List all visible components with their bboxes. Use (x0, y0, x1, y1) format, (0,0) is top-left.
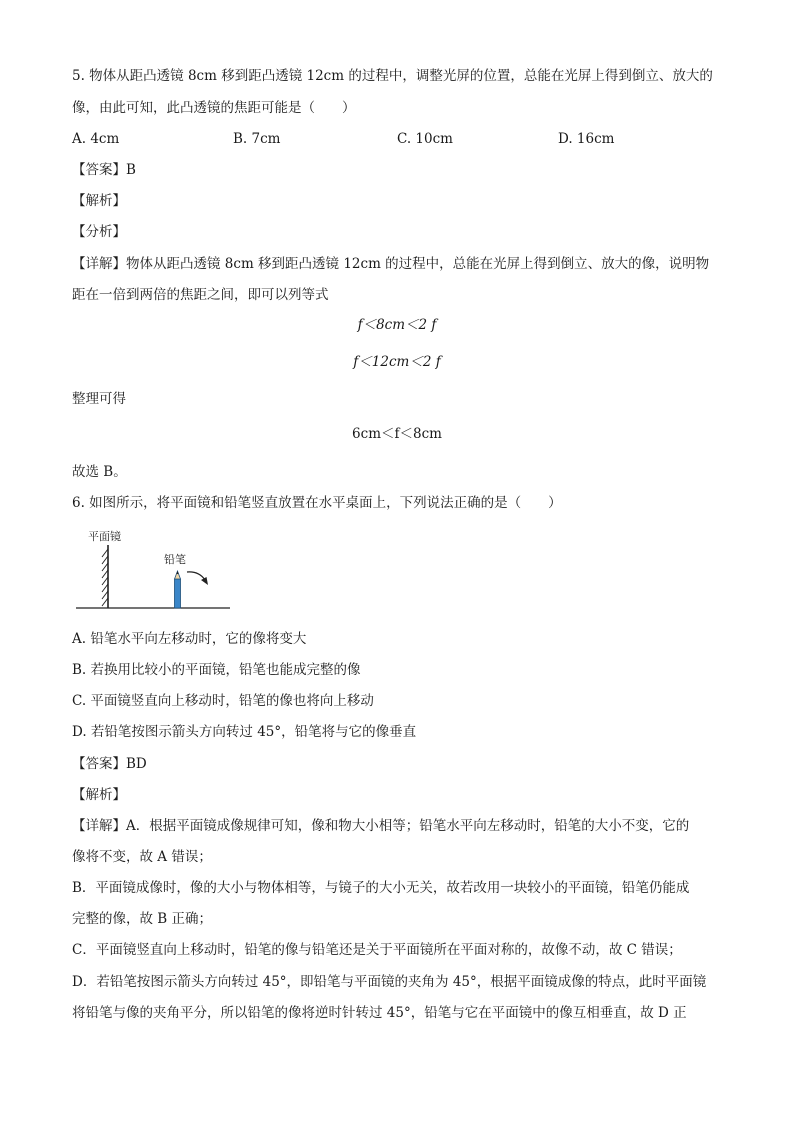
q6-option-d: D. 若铅笔按图示箭头方向转过 45°，铅笔将与它的像垂直 (72, 724, 417, 740)
figure-drawing (72, 527, 242, 617)
q5-option-c: C. 10cm (397, 131, 453, 147)
q5-detail-line1: 【详解】物体从距凸透镜 8cm 移到距凸透镜 12cm 的过程中，总能在光屏上得到倒立、放大的像，说明物 (72, 256, 710, 272)
pencil-label: 铅笔 (164, 553, 186, 566)
q5-option-a: A. 4cm (72, 131, 120, 147)
q6-detail-b-line1: B．平面镜成像时，像的大小与物体相等，与镜子的大小无关，故若改用一块较小的平面镜，铅笔仍能成 (72, 880, 690, 896)
q6-detail-a-line2: 像将不变，故 A 错误； (72, 849, 212, 865)
q6-detail-a-line1: 【详解】A．根据平面镜成像规律可知，像和物大小相等；铅笔水平向左移动时，铅笔的大小不变，它的 (72, 818, 690, 834)
mirror-pencil-figure (72, 527, 242, 617)
q6-option-a: A. 铅笔水平向左移动时，它的像将变大 (72, 631, 307, 647)
q6-detail-d-line1: D．若铅笔按图示箭头方向转过 45°，即铅笔与平面镜的夹角为 45°，根据平面镜成像的特点，此时平面镜 (72, 974, 707, 990)
q5-option-b: B. 7cm (233, 131, 281, 147)
q6-option-b: B. 若换用比较小的平面镜，铅笔也能成完整的像 (72, 662, 361, 678)
q6-option-c: C. 平面镜竖直向上移动时，铅笔的像也将向上移动 (72, 693, 374, 709)
mirror-label: 平面镜 (88, 530, 121, 543)
q5-stem-line2: 像，由此可知，此凸透镜的焦距可能是（ ） (72, 100, 356, 116)
q5-answer: 【答案】B (72, 162, 136, 178)
q6-answer: 【答案】BD (72, 756, 147, 772)
q5-equation-1: f＜8cm＜2 f (357, 317, 437, 333)
pencil-icon (175, 571, 181, 608)
rotation-arrow-icon (187, 572, 208, 585)
q5-detail-line2: 距在一倍到两倍的焦距之间，即可以列等式 (72, 287, 329, 303)
q5-equation-2: f＜12cm＜2 f (353, 354, 441, 370)
q5-jiexi-heading: 【解析】 (72, 193, 126, 209)
q5-fenxi-heading: 【分析】 (72, 224, 126, 240)
q5-option-d: D. 16cm (558, 131, 615, 147)
q6-stem: 6. 如图所示，将平面镜和铅笔竖直放置在水平桌面上，下列说法正确的是（ ） (72, 495, 562, 511)
q6-detail-d-line2: 将铅笔与像的夹角平分，所以铅笔的像将逆时针转过 45°，铅笔与它在平面镜中的像互相垂直，故 D 正 (72, 1005, 687, 1021)
q5-zhengli: 整理可得 (72, 391, 126, 407)
q6-detail-b-line2: 完整的像，故 B 正确； (72, 911, 213, 927)
q5-conclusion: 故选 B。 (72, 464, 127, 480)
q5-stem-line1: 5. 物体从距凸透镜 8cm 移到距凸透镜 12cm 的过程中，调整光屏的位置，总能在光屏上得到倒立、放大的 (72, 68, 713, 84)
mirror-hatch (102, 549, 108, 606)
q6-jiexi-heading: 【解析】 (72, 787, 126, 803)
q6-detail-c: C．平面镜竖直向上移动时，铅笔的像与铅笔还是关于平面镜所在平面对称的，故像不动，故 C 错误； (72, 942, 682, 958)
q5-equation-3: 6cm＜f＜8cm (352, 426, 442, 442)
